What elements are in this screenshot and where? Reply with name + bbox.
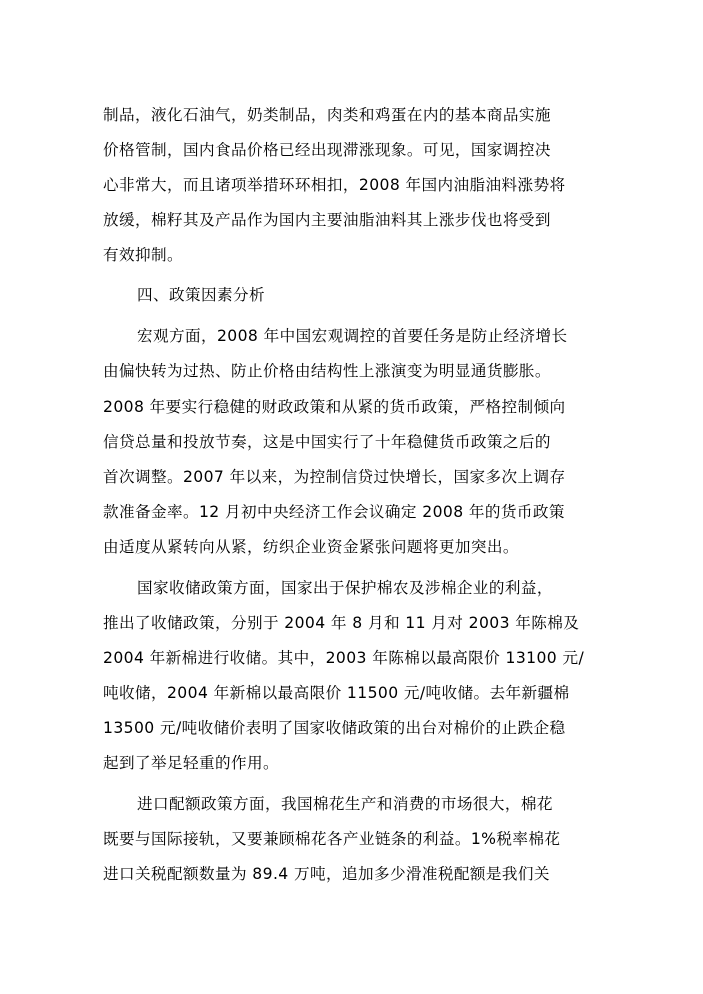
text-line: 既要与国际接轨，又要兼顾棉花各产业链条的利益。1%税率棉花: [103, 830, 561, 848]
text-line: 进口配额政策方面，我国棉花生产和消费的市场很大，棉花: [137, 795, 553, 813]
text-line: 款准备金率。12 月初中央经济工作会议确定 2008 年的货币政策: [103, 503, 565, 521]
section-heading: 四、政策因素分析: [137, 286, 265, 304]
text-line: 制品，液化石油气，奶类制品，肉类和鸡蛋在内的基本商品实施: [103, 106, 551, 124]
text-line: 由适度从紧转向从紧，纺织企业资金紧张问题将更加突出。: [103, 538, 519, 556]
text-line: 心非常大，而且诸项举措环环相扣，2008 年国内油脂油料涨势将: [103, 176, 566, 194]
text-line: 放缓，棉籽其及产品作为国内主要油脂油料其上涨步伐也将受到: [103, 211, 551, 229]
text-line: 首次调整。2007 年以来，为控制信贷过快增长，国家多次上调存: [103, 468, 566, 486]
text-line: 信贷总量和投放节奏，这是中国实行了十年稳健货币政策之后的: [103, 433, 551, 451]
text-line: 2008 年要实行稳健的财政政策和从紧的货币政策，严格控制倾向: [103, 398, 566, 416]
text-line: 进口关税配额数量为 89.4 万吨，追加多少滑准税配额是我们关: [103, 865, 550, 883]
text-line: 2004 年新棉进行收储。其中，2003 年陈棉以最高限价 13100 元/: [103, 649, 585, 667]
text-line: 13500 元/吨收储价表明了国家收储政策的出台对棉价的止跌企稳: [103, 719, 566, 737]
text-line: 起到了举足轻重的作用。: [103, 754, 279, 772]
text-line: 由偏快转为过热、防止价格由结构性上涨演变为明显通货膨胀。: [103, 362, 551, 380]
text-line: 推出了收储政策，分别于 2004 年 8 月和 11 月对 2003 年陈棉及: [103, 614, 580, 632]
text-line: 国家收储政策方面，国家出于保护棉农及涉棉企业的利益，: [137, 579, 553, 597]
text-line: 价格管制，国内食品价格已经出现滞涨现象。可见，国家调控决: [103, 141, 551, 159]
text-line: 有效抑制。: [103, 246, 183, 264]
text-line: 宏观方面，2008 年中国宏观调控的首要任务是防止经济增长: [137, 327, 568, 345]
text-line: 吨收储，2004 年新棉以最高限价 11500 元/吨收储。去年新疆棉: [103, 684, 570, 702]
